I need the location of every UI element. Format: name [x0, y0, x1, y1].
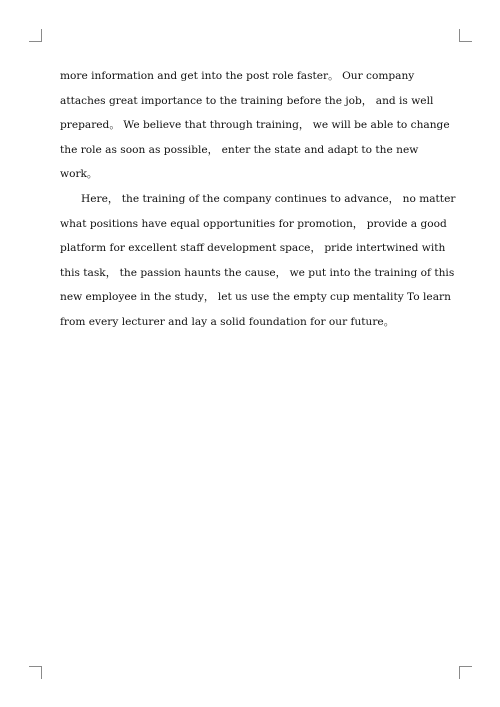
paragraph-1-line-3: prepared。 We believe that through training， we will be able to change	[60, 119, 450, 132]
paragraph-1	[60, 64, 450, 187]
paragraph-1-line-1: more information and get into the post role faster。 Our company	[60, 70, 415, 82]
paragraph-1-line-4: the role as soon as possible， enter the state and adapt to the new	[60, 143, 419, 156]
paragraph-2-line-3: platform for excellent staff development space， pride intertwined with	[60, 242, 446, 255]
bottom-right-crop-mark	[459, 666, 472, 679]
top-left-crop-mark	[29, 29, 42, 42]
paragraph-1-line-2: attaches great importance to the training before the job， and is well	[60, 94, 434, 107]
bottom-left-crop-mark	[29, 666, 42, 679]
paragraph-2-line-4: this task， the passion haunts the cause， we put into the training of this	[60, 266, 455, 279]
paragraph-2-line-2: what positions have equal opportunities for promotion， provide a good	[60, 217, 447, 230]
paragraph-2-line-5: new employee in the study， let us use the empty cup mentality To learn	[60, 291, 451, 304]
paragraph-2	[60, 187, 456, 335]
top-right-crop-mark	[459, 29, 472, 42]
document-body	[60, 64, 456, 335]
paragraph-2-line-6: from every lecturer and lay a solid foundation for our future。	[60, 315, 395, 328]
paragraph-2-line-1: Here， the training of the company continues to advance， no matter	[81, 192, 456, 205]
paragraph-1-line-5: work。	[60, 168, 98, 181]
